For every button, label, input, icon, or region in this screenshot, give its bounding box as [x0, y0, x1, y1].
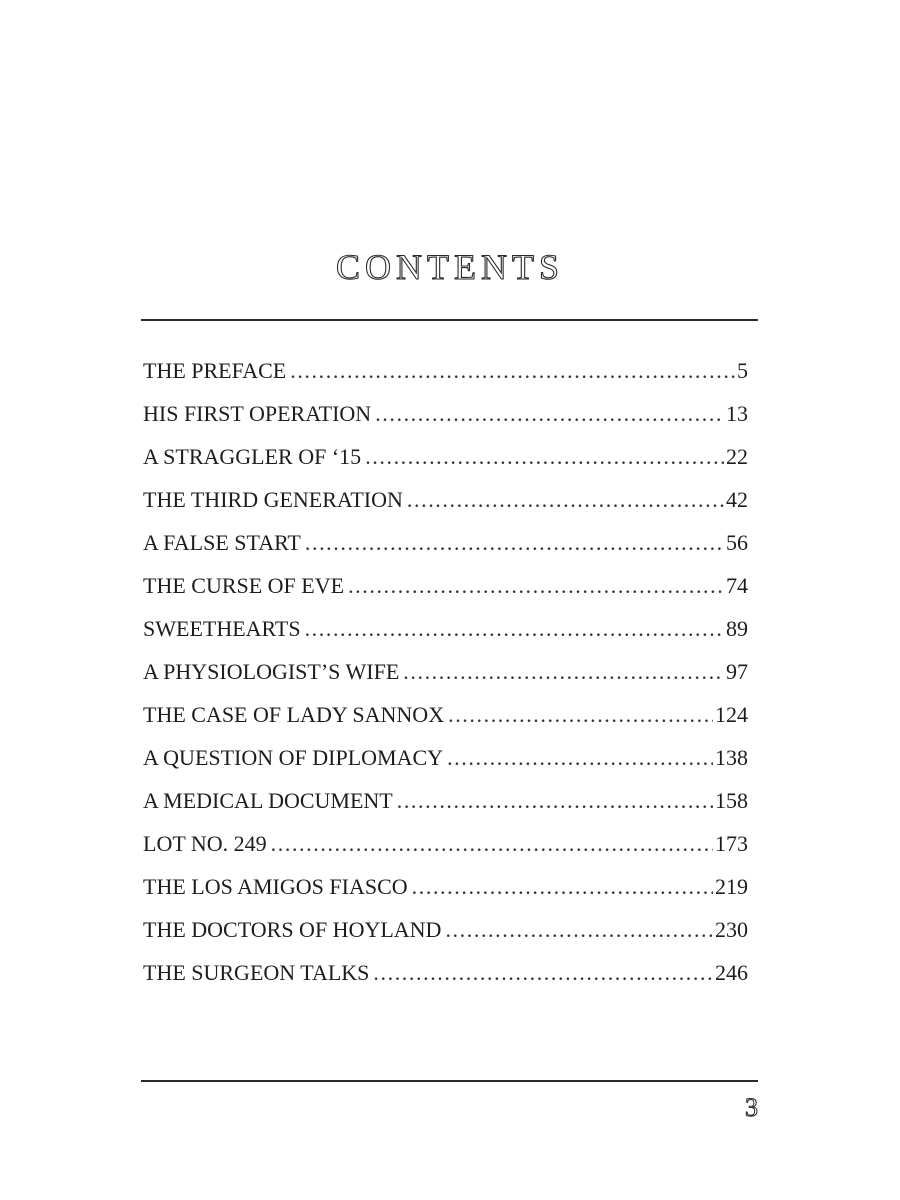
dot-leader — [348, 573, 724, 599]
table-of-contents — [143, 358, 748, 1003]
toc-entry-page: 42 — [726, 487, 748, 512]
dot-leader — [412, 874, 713, 900]
dot-leader — [375, 401, 724, 427]
toc-entry-page: 74 — [726, 573, 748, 598]
toc-entry-title: A QUESTION OF DIPLOMACY — [143, 745, 444, 770]
toc-entry[interactable] — [143, 659, 748, 702]
toc-entry[interactable] — [143, 788, 748, 831]
toc-entry-page: 219 — [715, 874, 748, 899]
dot-leader — [447, 745, 713, 771]
toc-entry-page: 56 — [726, 530, 748, 555]
toc-entry-title: THE SURGEON TALKS — [143, 960, 370, 985]
dot-leader — [365, 444, 724, 470]
toc-entry[interactable] — [143, 831, 748, 874]
toc-entry-page: 124 — [715, 702, 748, 727]
toc-entry-title: THE DOCTORS OF HOYLAND — [143, 917, 442, 942]
toc-entry-title: THE THIRD GENERATION — [143, 487, 403, 512]
toc-entry[interactable] — [143, 530, 748, 573]
toc-entry-page: 22 — [726, 444, 748, 469]
dot-leader — [305, 616, 724, 642]
dot-leader — [271, 831, 713, 857]
toc-entry-title: A FALSE START — [143, 530, 301, 555]
dot-leader — [397, 788, 713, 814]
page-title: CONTENTS — [336, 247, 564, 287]
toc-entry-page: 138 — [715, 745, 748, 770]
toc-entry-page: 173 — [715, 831, 748, 856]
toc-entry[interactable] — [143, 444, 748, 487]
toc-entry[interactable] — [143, 401, 748, 444]
page-number: 3 — [745, 1093, 758, 1122]
toc-entry-page: 230 — [715, 917, 748, 942]
toc-entry-title: THE LOS AMIGOS FIASCO — [143, 874, 408, 899]
top-divider — [141, 319, 758, 321]
bottom-divider — [141, 1080, 758, 1082]
dot-leader — [445, 917, 713, 943]
dot-leader — [407, 487, 724, 513]
toc-entry[interactable] — [143, 874, 748, 917]
dot-leader — [290, 358, 735, 384]
toc-entry[interactable] — [143, 745, 748, 788]
toc-entry-title: HIS FIRST OPERATION — [143, 401, 372, 426]
toc-entry-title: A STRAGGLER OF ‘15 — [143, 444, 362, 469]
toc-entry[interactable] — [143, 358, 748, 401]
toc-entry-page: 158 — [715, 788, 748, 813]
toc-entry-title: THE PREFACE — [143, 358, 287, 383]
toc-entry-title: A PHYSIOLOGIST’S WIFE — [143, 659, 400, 684]
toc-entry[interactable] — [143, 960, 748, 1003]
toc-entry-title: LOT NO. 249 — [143, 831, 267, 856]
toc-entry-page: 5 — [737, 358, 748, 383]
toc-entry-page: 246 — [715, 960, 748, 985]
dot-leader — [403, 659, 724, 685]
toc-entry[interactable] — [143, 917, 748, 960]
toc-entry-title: THE CURSE OF EVE — [143, 573, 345, 598]
toc-entry-page: 97 — [726, 659, 748, 684]
toc-entry-title: A MEDICAL DOCUMENT — [143, 788, 393, 813]
toc-entry[interactable] — [143, 616, 748, 659]
toc-entry[interactable] — [143, 487, 748, 530]
toc-entry-title: SWEETHEARTS — [143, 616, 301, 641]
toc-entry-page: 89 — [726, 616, 748, 641]
toc-entry-page: 13 — [726, 401, 748, 426]
dot-leader — [373, 960, 713, 986]
toc-entry-title: THE CASE OF LADY SANNOX — [143, 702, 445, 727]
dot-leader — [305, 530, 724, 556]
toc-entry[interactable] — [143, 702, 748, 745]
dot-leader — [448, 702, 713, 728]
toc-entry[interactable] — [143, 573, 748, 616]
